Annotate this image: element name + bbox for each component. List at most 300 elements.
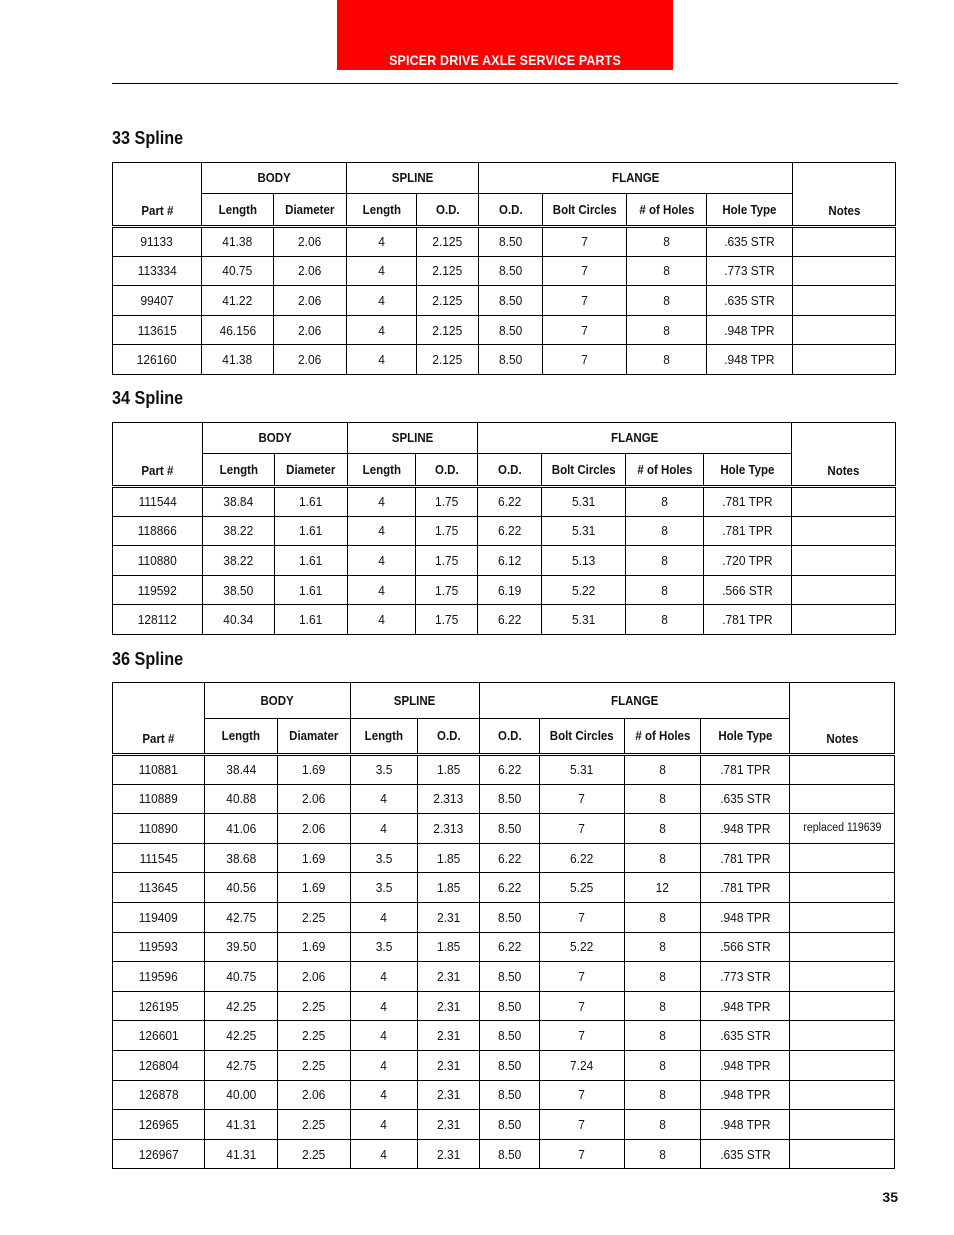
cell-spline-od: 2.31 [418,1050,480,1080]
cell-spline-od: 2.31 [418,902,480,932]
col-hole-type: Hole Type [707,194,793,227]
cell-hole-type: .635 STR [701,784,790,814]
cell-spline-od: 1.75 [416,605,478,635]
cell-flange-od: 8.50 [479,256,543,286]
col-hole-type: Hole Type [701,719,790,755]
table-row [113,286,896,316]
col-body-length: Length [203,454,275,487]
cell-body-length: 42.75 [205,1050,278,1080]
cell-notes [792,605,896,635]
col-group-flange: FLANGE [479,163,793,194]
table-row [113,843,895,873]
cell-body-length: 46.156 [202,315,274,345]
cell-body-diameter: 2.06 [274,286,347,316]
cell-num-holes: 8 [625,932,701,962]
cell-body-diameter: 2.25 [278,1021,351,1051]
cell-body-length: 38.68 [205,843,278,873]
table-row [113,1139,895,1169]
cell-spline-length: 4 [347,315,417,345]
cell-num-holes: 8 [625,902,701,932]
cell-body-diameter: 2.06 [274,256,347,286]
cell-hole-type: .781 TPR [701,873,790,903]
cell-num-holes: 8 [626,546,704,576]
table-row [113,991,895,1021]
cell-notes [793,256,896,286]
cell-flange-od: 6.22 [480,843,540,873]
cell-notes [790,1110,895,1140]
cell-bolt-circles: 7 [540,814,625,844]
cell-num-holes: 8 [625,1080,701,1110]
cell-body-length: 39.50 [205,932,278,962]
cell-spline-length: 4 [351,1021,418,1051]
cell-hole-type: .948 TPR [701,1080,790,1110]
cell-bolt-circles: 5.13 [542,546,626,576]
table-33-spline [112,162,896,375]
cell-bolt-circles: 7 [543,256,627,286]
cell-num-holes: 8 [625,962,701,992]
table-row [113,1080,895,1110]
col-spline-od: O.D. [418,719,480,755]
cell-bolt-circles: 5.31 [540,755,625,785]
cell-hole-type: .773 STR [707,256,793,286]
cell-body-diameter: 2.25 [278,902,351,932]
cell-spline-od: 1.75 [416,575,478,605]
cell-body-diameter: 2.06 [274,227,347,257]
cell-part-number: 111545 [113,843,205,873]
cell-hole-type: .720 TPR [704,546,792,576]
cell-bolt-circles: 7.24 [540,1050,625,1080]
cell-spline-length: 4 [348,487,416,517]
table-34-spline [112,422,896,635]
cell-bolt-circles: 7 [540,784,625,814]
cell-bolt-circles: 7 [540,1139,625,1169]
cell-flange-od: 6.12 [478,546,542,576]
cell-body-diameter: 1.61 [275,516,348,546]
cell-flange-od: 6.22 [480,755,540,785]
col-holes: # of Holes [625,719,701,755]
cell-body-diameter: 2.06 [278,784,351,814]
cell-body-diameter: 1.69 [278,843,351,873]
cell-notes [790,932,895,962]
cell-spline-od: 1.85 [418,932,480,962]
cell-body-diameter: 1.61 [275,546,348,576]
cell-flange-od: 6.22 [478,487,542,517]
cell-body-length: 41.38 [202,345,274,375]
cell-hole-type: .781 TPR [704,487,792,517]
cell-spline-od: 1.75 [416,546,478,576]
cell-body-length: 40.88 [205,784,278,814]
cell-hole-type: .773 STR [701,962,790,992]
cell-flange-od: 8.50 [479,315,543,345]
cell-body-length: 38.50 [203,575,275,605]
cell-spline-length: 4 [351,902,418,932]
cell-part-number: 119596 [113,962,205,992]
cell-spline-od: 1.85 [418,755,480,785]
cell-flange-od: 8.50 [479,286,543,316]
table-row [113,575,896,605]
cell-notes [790,1050,895,1080]
cell-spline-length: 4 [351,1110,418,1140]
col-notes: Notes [792,423,896,487]
col-spline-length: Length [347,194,417,227]
table-row [113,755,895,785]
cell-body-length: 42.25 [205,991,278,1021]
cell-hole-type: .948 TPR [707,345,793,375]
cell-flange-od: 8.50 [479,227,543,257]
cell-num-holes: 8 [627,345,707,375]
cell-spline-length: 4 [347,227,417,257]
cell-flange-od: 8.50 [479,345,543,375]
section-title-33-spline: 33 Spline [112,128,184,148]
col-spline-length: Length [348,454,416,487]
cell-spline-od: 2.31 [418,991,480,1021]
cell-spline-length: 4 [351,814,418,844]
cell-spline-od: 2.125 [417,315,479,345]
cell-num-holes: 8 [625,784,701,814]
col-flange-od: O.D. [478,454,542,487]
table-row [113,902,895,932]
cell-num-holes: 8 [627,286,707,316]
cell-spline-length: 4 [351,1050,418,1080]
col-hole-type: Hole Type [704,454,792,487]
cell-bolt-circles: 7 [540,991,625,1021]
cell-spline-od: 2.31 [418,1110,480,1140]
cell-body-length: 40.34 [203,605,275,635]
cell-flange-od: 8.50 [480,991,540,1021]
cell-body-length: 38.22 [203,516,275,546]
cell-hole-type: .948 TPR [701,991,790,1021]
col-body-diameter: Diameter [274,194,347,227]
cell-body-length: 41.31 [205,1110,278,1140]
cell-body-length: 41.31 [205,1139,278,1169]
col-group-spline: SPLINE [348,423,478,454]
page-number: 35 [882,1189,898,1205]
cell-flange-od: 6.22 [480,873,540,903]
cell-hole-type: .781 TPR [704,605,792,635]
cell-hole-type: .781 TPR [701,755,790,785]
cell-flange-od: 6.22 [478,605,542,635]
section-title-36-spline: 36 Spline [112,649,184,669]
table-row [113,487,896,517]
cell-bolt-circles: 5.31 [542,605,626,635]
col-group-body: BODY [205,683,351,719]
cell-notes [790,991,895,1021]
cell-part-number: 126878 [113,1080,205,1110]
cell-hole-type: .635 STR [707,286,793,316]
cell-notes [790,1080,895,1110]
cell-num-holes: 8 [625,991,701,1021]
cell-num-holes: 8 [626,516,704,546]
cell-body-diameter: 2.06 [274,345,347,375]
col-notes: Notes [793,163,896,227]
cell-body-length: 40.75 [205,962,278,992]
header-title: SPICER DRIVE AXLE SERVICE PARTS [389,53,621,68]
cell-hole-type: .948 TPR [701,1050,790,1080]
cell-part-number: 99407 [113,286,202,316]
cell-part-number: 113615 [113,315,202,345]
cell-hole-type: .948 TPR [701,814,790,844]
cell-bolt-circles: 7 [540,962,625,992]
table-row [113,315,896,345]
cell-spline-length: 4 [351,1139,418,1169]
cell-spline-length: 4 [348,575,416,605]
cell-flange-od: 8.50 [480,902,540,932]
cell-spline-od: 1.85 [418,873,480,903]
cell-num-holes: 8 [625,755,701,785]
section-title-34-spline: 34 Spline [112,388,184,408]
cell-spline-length: 4 [347,256,417,286]
cell-spline-length: 4 [351,962,418,992]
cell-flange-od: 6.22 [478,516,542,546]
cell-spline-length: 4 [347,286,417,316]
cell-bolt-circles: 7 [543,345,627,375]
cell-hole-type: .635 STR [701,1021,790,1051]
cell-part-number: 119592 [113,575,203,605]
col-bolt-circles: Bolt Circles [543,194,627,227]
cell-bolt-circles: 5.31 [542,487,626,517]
cell-notes [790,755,895,785]
cell-spline-od: 2.31 [418,1139,480,1169]
table-row [113,1050,895,1080]
cell-part-number: 126804 [113,1050,205,1080]
cell-part-number: 119593 [113,932,205,962]
cell-spline-length: 4 [351,784,418,814]
cell-notes [790,962,895,992]
cell-spline-od: 1.85 [418,843,480,873]
cell-notes: replaced 119639 [790,814,895,844]
cell-flange-od: 8.50 [480,1080,540,1110]
cell-body-diameter: 1.61 [275,575,348,605]
cell-spline-od: 1.75 [416,487,478,517]
cell-spline-od: 2.125 [417,256,479,286]
table-row [113,605,896,635]
cell-bolt-circles: 7 [543,315,627,345]
cell-hole-type: .635 STR [707,227,793,257]
cell-body-diameter: 1.69 [278,932,351,962]
table-row [113,227,896,257]
header-rule [112,83,898,84]
cell-body-length: 42.25 [205,1021,278,1051]
cell-part-number: 126160 [113,345,202,375]
cell-num-holes: 12 [625,873,701,903]
cell-body-length: 42.75 [205,902,278,932]
cell-num-holes: 8 [625,1139,701,1169]
cell-notes [793,227,896,257]
cell-hole-type: .781 TPR [701,843,790,873]
cell-body-length: 40.56 [205,873,278,903]
cell-body-diameter: 2.06 [274,315,347,345]
cell-spline-length: 3.5 [351,843,418,873]
cell-bolt-circles: 7 [540,1110,625,1140]
col-notes: Notes [790,683,895,755]
cell-bolt-circles: 5.22 [542,575,626,605]
cell-num-holes: 8 [626,575,704,605]
cell-spline-length: 3.5 [351,873,418,903]
cell-notes [793,286,896,316]
cell-notes [790,843,895,873]
cell-body-diameter: 1.69 [278,755,351,785]
table-row [113,256,896,286]
col-group-flange: FLANGE [480,683,790,719]
cell-spline-od: 2.125 [417,345,479,375]
cell-part-number: 119409 [113,902,205,932]
cell-part-number: 128112 [113,605,203,635]
col-bolt-circles: Bolt Circles [542,454,626,487]
col-part: Part # [113,683,205,755]
cell-hole-type: .566 STR [701,932,790,962]
col-flange-od: O.D. [480,719,540,755]
cell-part-number: 113334 [113,256,202,286]
table-row [113,516,896,546]
cell-body-diameter: 1.69 [278,873,351,903]
cell-flange-od: 8.50 [480,814,540,844]
table-row [113,1021,895,1051]
cell-spline-od: 2.31 [418,1080,480,1110]
cell-flange-od: 8.50 [480,1139,540,1169]
col-group-flange: FLANGE [478,423,792,454]
cell-notes [792,516,896,546]
cell-flange-od: 6.19 [478,575,542,605]
col-part: Part # [113,163,202,227]
cell-spline-length: 3.5 [351,755,418,785]
col-group-body: BODY [203,423,348,454]
col-body-diameter: Diamater [278,719,351,755]
cell-spline-length: 4 [348,516,416,546]
cell-num-holes: 8 [627,256,707,286]
cell-part-number: 110890 [113,814,205,844]
cell-num-holes: 8 [627,315,707,345]
cell-part-number: 111544 [113,487,203,517]
cell-hole-type: .948 TPR [701,1110,790,1140]
cell-notes [790,902,895,932]
cell-num-holes: 8 [626,605,704,635]
col-holes: # of Holes [626,454,704,487]
cell-num-holes: 8 [625,1021,701,1051]
cell-hole-type: .948 TPR [707,315,793,345]
cell-body-length: 41.38 [202,227,274,257]
col-bolt-circles: Bolt Circles [540,719,625,755]
col-spline-length: Length [351,719,418,755]
cell-body-length: 38.44 [205,755,278,785]
cell-notes [792,546,896,576]
cell-body-length: 38.84 [203,487,275,517]
cell-spline-od: 2.125 [417,286,479,316]
table-row [113,873,895,903]
cell-spline-od: 2.313 [418,784,480,814]
cell-spline-length: 4 [348,605,416,635]
cell-num-holes: 8 [625,1110,701,1140]
cell-spline-od: 2.31 [418,1021,480,1051]
col-group-spline: SPLINE [347,163,479,194]
cell-flange-od: 6.22 [480,932,540,962]
cell-body-length: 40.00 [205,1080,278,1110]
table-row [113,784,895,814]
col-body-length: Length [202,194,274,227]
col-part: Part # [113,423,203,487]
cell-notes [792,487,896,517]
col-spline-od: O.D. [416,454,478,487]
cell-body-diameter: 2.25 [278,1050,351,1080]
table-row [113,546,896,576]
table-row [113,1110,895,1140]
cell-flange-od: 8.50 [480,962,540,992]
cell-part-number: 126601 [113,1021,205,1051]
cell-bolt-circles: 5.22 [540,932,625,962]
cell-bolt-circles: 5.31 [542,516,626,546]
cell-part-number: 126967 [113,1139,205,1169]
cell-num-holes: 8 [627,227,707,257]
cell-spline-length: 3.5 [351,932,418,962]
cell-notes [792,575,896,605]
cell-body-diameter: 2.06 [278,814,351,844]
cell-hole-type: .948 TPR [701,902,790,932]
cell-num-holes: 8 [625,1050,701,1080]
cell-body-diameter: 2.25 [278,1139,351,1169]
cell-flange-od: 8.50 [480,1110,540,1140]
cell-hole-type: .781 TPR [704,516,792,546]
cell-body-diameter: 2.25 [278,991,351,1021]
table-row [113,932,895,962]
cell-body-length: 41.22 [202,286,274,316]
header-band [337,0,673,70]
cell-spline-length: 4 [351,991,418,1021]
table-row [113,814,895,844]
cell-body-diameter: 2.06 [278,962,351,992]
col-group-spline: SPLINE [351,683,480,719]
cell-flange-od: 8.50 [480,784,540,814]
cell-part-number: 110880 [113,546,203,576]
cell-body-length: 41.06 [205,814,278,844]
cell-body-diameter: 1.61 [275,605,348,635]
cell-hole-type: .635 STR [701,1139,790,1169]
col-body-diameter: Diameter [275,454,348,487]
cell-spline-od: 1.75 [416,516,478,546]
cell-notes [790,873,895,903]
cell-bolt-circles: 5.25 [540,873,625,903]
col-body-length: Length [205,719,278,755]
cell-bolt-circles: 7 [540,1021,625,1051]
cell-notes [793,315,896,345]
cell-spline-length: 4 [347,345,417,375]
cell-part-number: 126195 [113,991,205,1021]
cell-body-length: 40.75 [202,256,274,286]
col-spline-od: O.D. [417,194,479,227]
cell-flange-od: 8.50 [480,1021,540,1051]
table-36-spline [112,682,895,1169]
cell-spline-od: 2.125 [417,227,479,257]
cell-body-diameter: 2.25 [278,1110,351,1140]
cell-spline-length: 4 [348,546,416,576]
cell-part-number: 110889 [113,784,205,814]
cell-hole-type: .566 STR [704,575,792,605]
cell-notes [790,1021,895,1051]
col-flange-od: O.D. [479,194,543,227]
cell-bolt-circles: 6.22 [540,843,625,873]
cell-num-holes: 8 [625,843,701,873]
cell-notes [790,1139,895,1169]
cell-bolt-circles: 7 [540,1080,625,1110]
cell-part-number: 113645 [113,873,205,903]
table-row [113,962,895,992]
cell-notes [793,345,896,375]
cell-notes [790,784,895,814]
cell-part-number: 110881 [113,755,205,785]
cell-num-holes: 8 [626,487,704,517]
table-row [113,345,896,375]
cell-num-holes: 8 [625,814,701,844]
col-group-body: BODY [202,163,347,194]
cell-body-diameter: 1.61 [275,487,348,517]
